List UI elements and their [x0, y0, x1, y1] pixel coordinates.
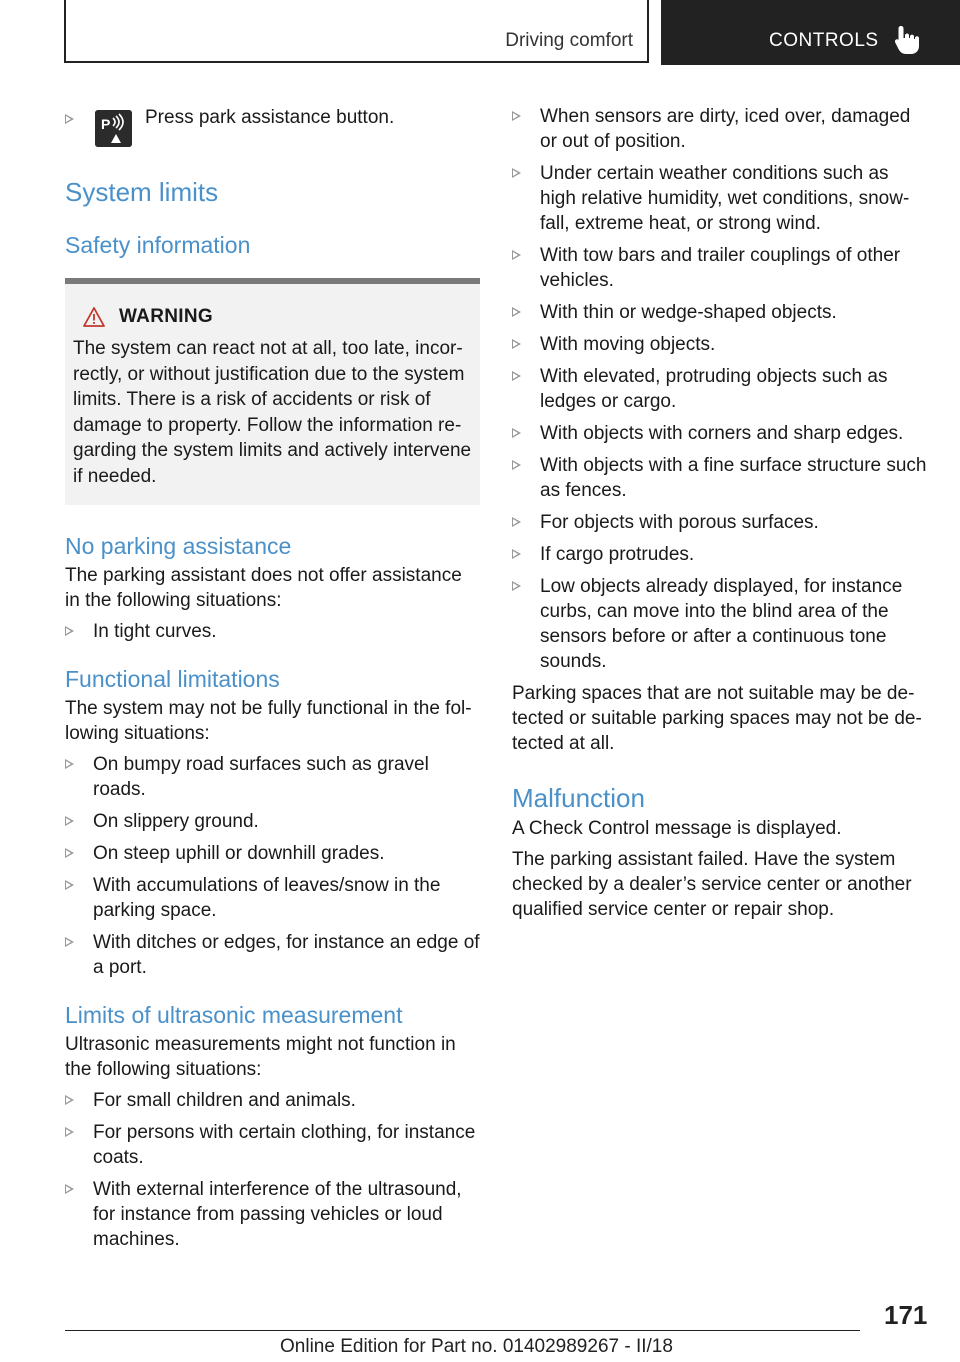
- bullet-triangle-icon: [65, 937, 74, 947]
- no-parking-intro: The parking assistant does not offer assistance in the following situations:: [65, 565, 462, 611]
- bullet-triangle-icon: [65, 1127, 74, 1137]
- bullet-triangle-icon: [65, 1184, 74, 1194]
- bullet-triangle-icon: [512, 460, 521, 470]
- warning-box: [65, 278, 480, 505]
- list-item: On bumpy road surfaces such as gravel roads.: [65, 752, 480, 802]
- warning-text: The system can react not at all, too late, incorrectly, or without justification due to the system limits. There is a risk of accidents or risk of damage to property. Follow the information regarding the system limits and actively intervene if needed.: [73, 338, 472, 487]
- list-item: With tow bars and trailer couplings of other vehicles.: [512, 243, 927, 293]
- bullet-triangle-icon: [512, 517, 521, 527]
- footer-divider: [65, 1330, 860, 1331]
- bullet-triangle-icon: [512, 339, 521, 349]
- park-assist-button-icon: [95, 110, 132, 147]
- page-number: 171: [884, 1300, 928, 1330]
- list-item: On steep uphill or downhill grades.: [65, 841, 480, 866]
- header-section-title: Driving comfort: [505, 30, 633, 51]
- list-item: For persons with certain clothing, for instance coats.: [65, 1120, 480, 1170]
- warning-triangle-icon: [83, 307, 105, 327]
- heading-system-limits: System limits: [65, 177, 219, 207]
- header-chapter-box: [661, 0, 960, 65]
- bullet-triangle-icon: [512, 250, 521, 260]
- bullet-triangle-icon: [65, 816, 74, 826]
- list-item: Under certain weather conditions such as high relative humidity, wet conditions, snowfall, extreme heat, or strong wind.: [512, 161, 927, 236]
- warning-header: [73, 306, 472, 328]
- bullet-triangle-icon: [65, 114, 74, 124]
- edition-info: Online Edition for Part no. 01402989267 - II/18: [280, 1336, 673, 1357]
- heading-functional-limitations: Functional limitations: [65, 666, 280, 692]
- header-section-box: [64, 0, 649, 63]
- bullet-triangle-icon: [65, 1095, 74, 1105]
- bullet-triangle-icon: [512, 428, 521, 438]
- list-item: With ditches or edges, for instance an edge of a port.: [65, 930, 480, 980]
- bullet-triangle-icon: [512, 371, 521, 381]
- bullet-triangle-icon: [65, 848, 74, 858]
- left-column: [65, 100, 480, 1259]
- bullet-triangle-icon: [512, 111, 521, 121]
- list-item: With objects with corners and sharp edges.: [512, 421, 927, 446]
- list-item: With moving objects.: [512, 332, 927, 357]
- warning-title: WARNING: [119, 306, 213, 327]
- bullet-triangle-icon: [512, 549, 521, 559]
- parking-spaces-note: Parking spaces that are not suitable may be detected or suitable parking spaces may not be detected at all.: [512, 683, 922, 754]
- functional-intro: The system may not be fully functional in the following situations:: [65, 698, 472, 744]
- list-item: Low objects already displayed, for instance curbs, can move into the blind area of the sensors before or after a continuous tone sounds.: [512, 574, 927, 674]
- list-item: With accumulations of leaves/snow in the parking space.: [65, 873, 480, 923]
- heading-ultrasonic-limits: Limits of ultrasonic measurement: [65, 1002, 403, 1028]
- list-item: In tight curves.: [65, 619, 480, 644]
- list-item: With thin or wedge-shaped objects.: [512, 300, 927, 325]
- list-item: If cargo protrudes.: [512, 542, 927, 567]
- list-item: For small children and animals.: [65, 1088, 480, 1113]
- heading-malfunction: Malfunction: [512, 783, 645, 813]
- right-column: [512, 104, 927, 928]
- park-assist-step: [65, 100, 480, 148]
- bullet-triangle-icon: [512, 581, 521, 591]
- list-item: For objects with porous surfaces.: [512, 510, 927, 535]
- bullet-triangle-icon: [65, 880, 74, 890]
- ultrasonic-intro: Ultrasonic measurements might not function in the following situations:: [65, 1034, 456, 1080]
- list-item: With objects with a fine surface structure such as fences.: [512, 453, 927, 503]
- bullet-triangle-icon: [512, 307, 521, 317]
- bullet-triangle-icon: [512, 168, 521, 178]
- pointing-hand-icon: [893, 24, 921, 56]
- park-assist-step-text: Press park assistance button.: [145, 107, 395, 128]
- heading-no-parking-assistance: No parking assistance: [65, 533, 292, 559]
- bullet-triangle-icon: [65, 626, 74, 636]
- list-item: On slippery ground.: [65, 809, 480, 834]
- list-item: When sensors are dirty, iced over, damaged or out of position.: [512, 104, 927, 154]
- malfunction-instructions: The parking assistant failed. Have the system checked by a dealer’s service center or another qualified service center or repair shop.: [512, 849, 912, 920]
- list-item: With external interference of the ultrasound, for instance from passing vehicles or loud machines.: [65, 1177, 480, 1252]
- malfunction-message: A Check Control message is displayed.: [512, 818, 842, 839]
- bullet-triangle-icon: [65, 759, 74, 769]
- heading-safety-information: Safety information: [65, 232, 251, 258]
- svg-text:P: P: [101, 116, 111, 132]
- header-chapter-title: CONTROLS: [769, 30, 879, 51]
- list-item: With elevated, protruding objects such as ledges or cargo.: [512, 364, 927, 414]
